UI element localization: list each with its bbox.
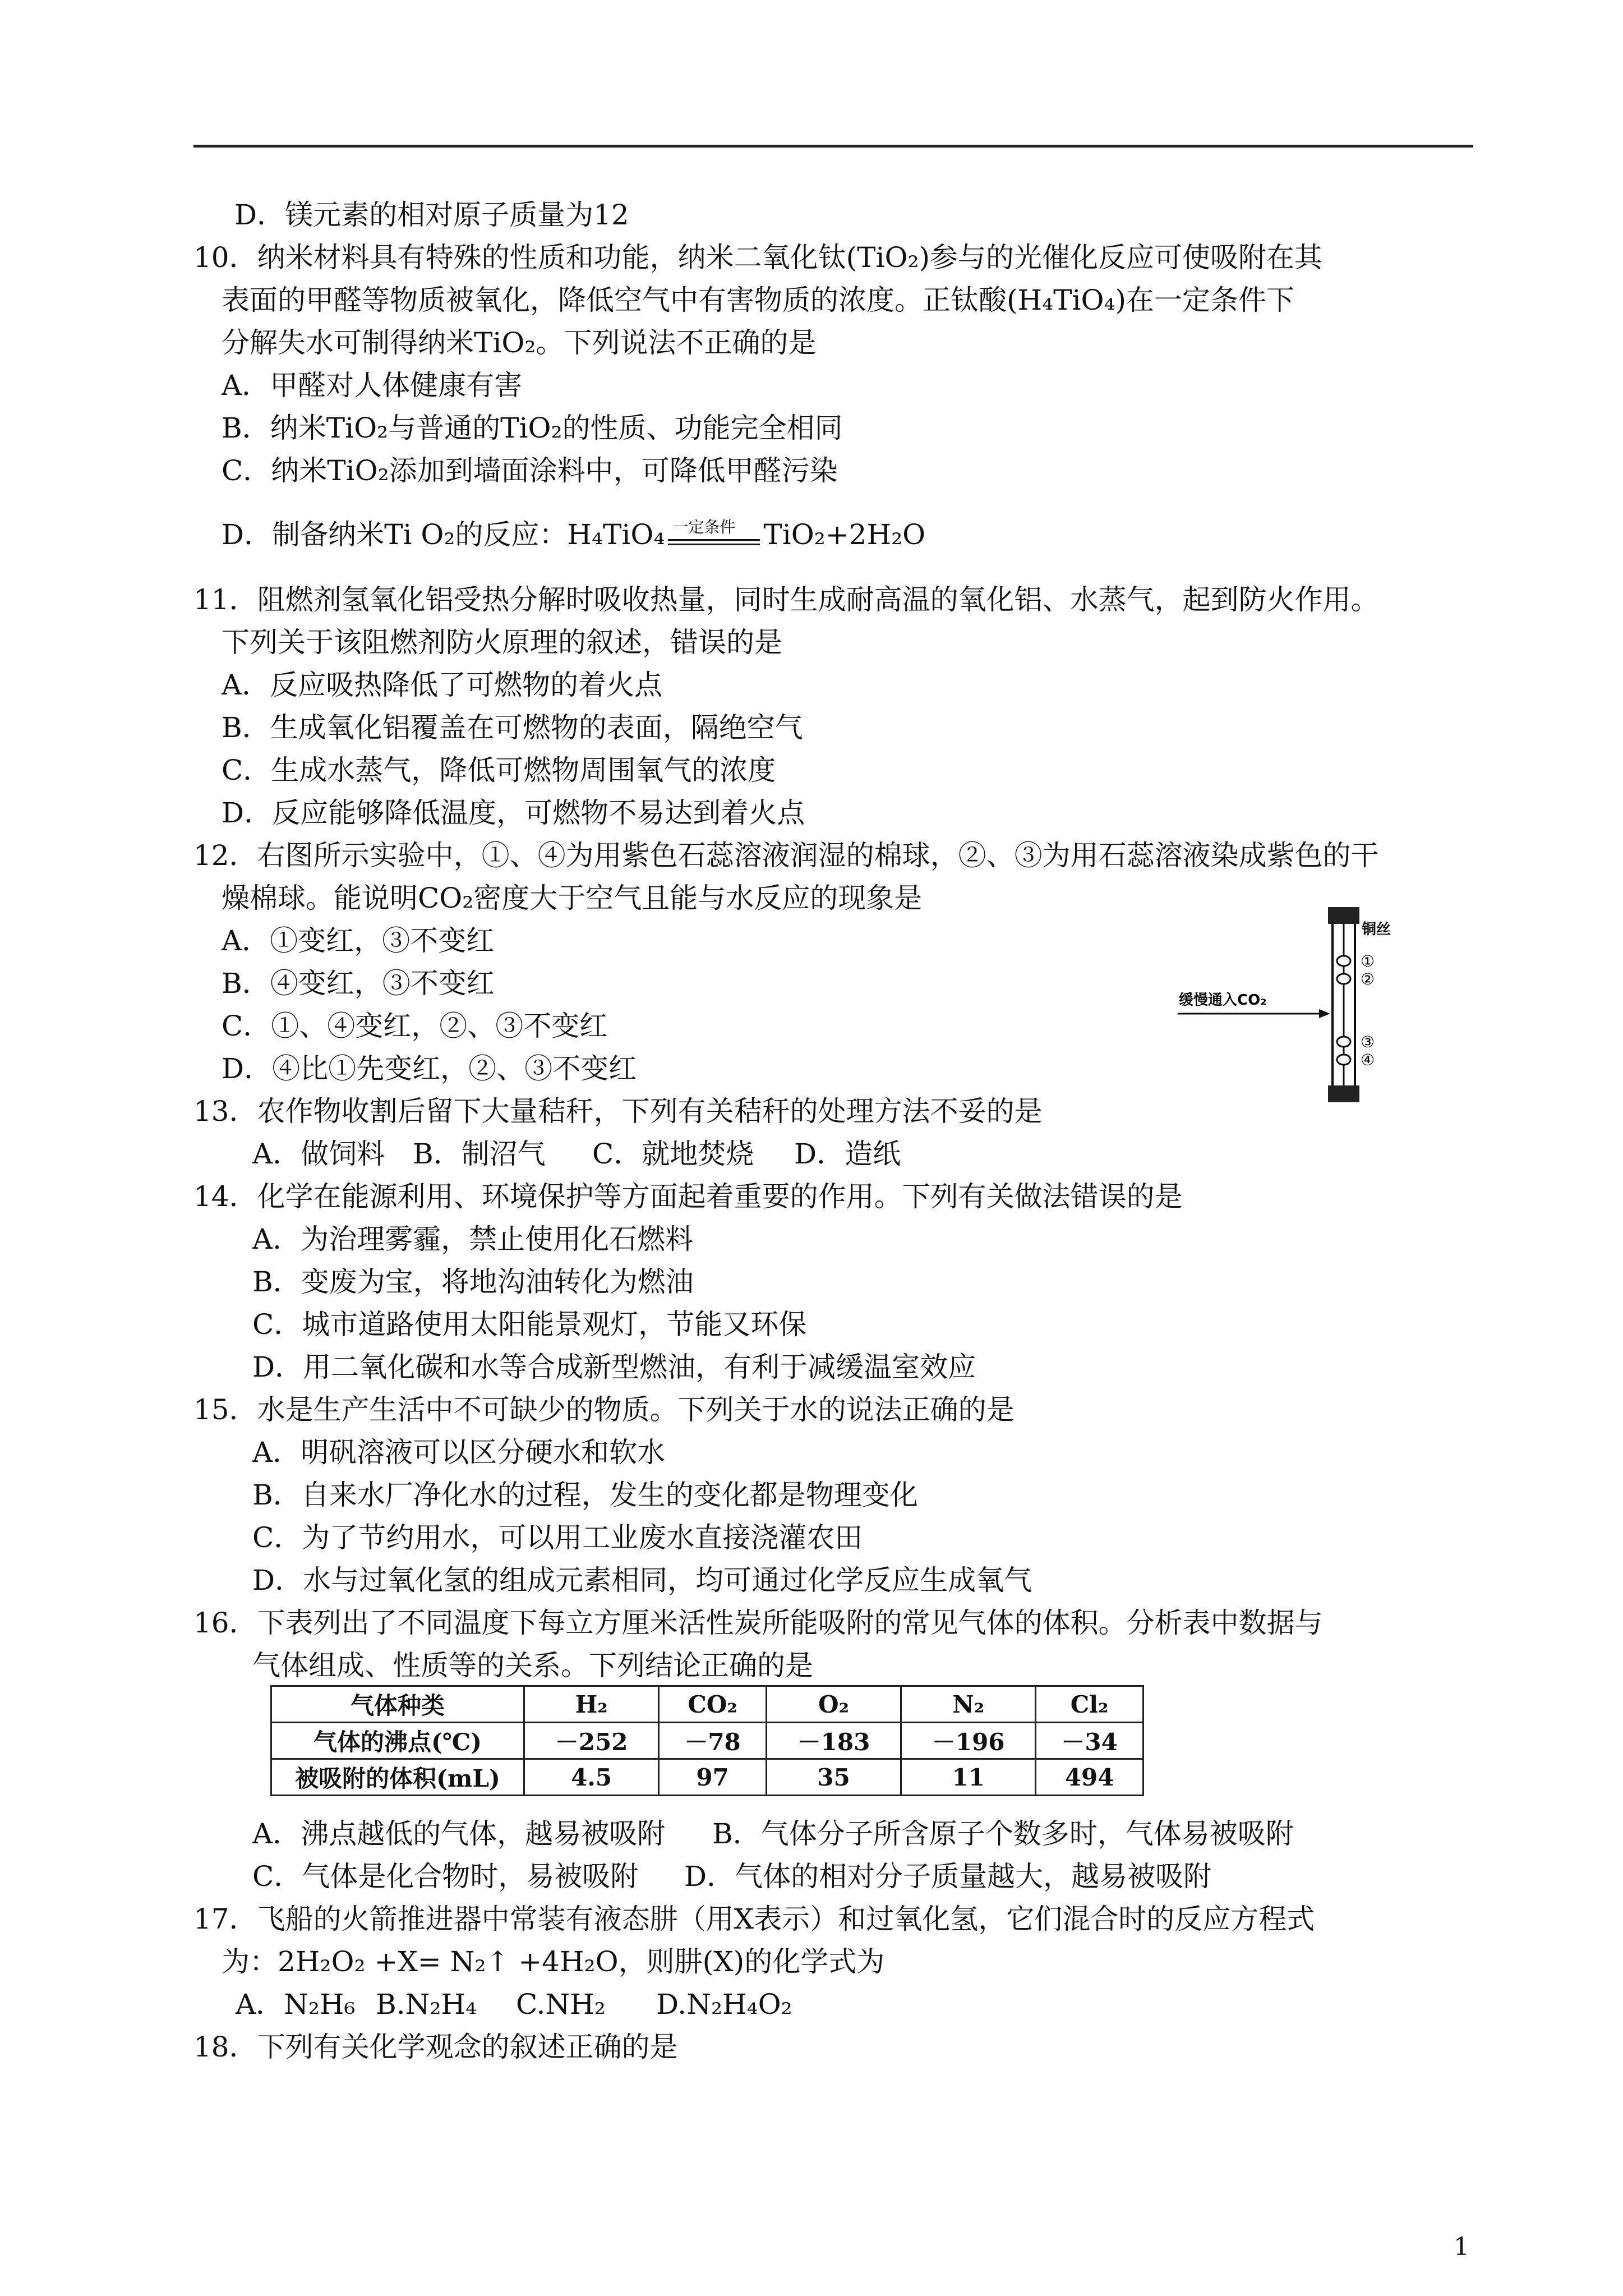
table-cell: －196 xyxy=(901,1723,1036,1759)
q11-stem-line-2: 下列关于该阻燃剂防火原理的叙述，错误的是 xyxy=(222,626,782,659)
q12-option-d: D．④比①先变红，②、③不变红 xyxy=(222,1052,637,1085)
marker-2: ② xyxy=(1361,970,1375,988)
table-header-cell: Cl₂ xyxy=(1036,1686,1144,1723)
q16-option-a: A．沸点越低的气体，越易被吸附 xyxy=(252,1818,666,1850)
table-header-cell: CO₂ xyxy=(659,1686,767,1723)
cotton-ball-3 xyxy=(1337,1037,1350,1047)
q18-stem: 18．下列有关化学观念的叙述正确的是 xyxy=(193,2031,678,2063)
q13-option-a: A．做饲料 xyxy=(252,1138,385,1170)
table-cell: 气体的沸点(℃) xyxy=(271,1723,524,1759)
q11-option-a: A．反应吸热降低了可燃物的着火点 xyxy=(222,669,663,701)
q12-option-a: A．①变红，③不变红 xyxy=(222,924,495,957)
q16-option-d: D．气体的相对分子质量越大，越易被吸附 xyxy=(684,1860,1212,1893)
q13-option-c: C．就地焚烧 xyxy=(592,1138,754,1170)
q15-stem: 15．水是生产生活中不可缺少的物质。下列关于水的说法正确的是 xyxy=(193,1393,1015,1426)
q14-option-a: A．为治理雾霾，禁止使用化石燃料 xyxy=(252,1223,694,1255)
q17-option-d: D.N₂H₄O₂ xyxy=(656,1988,792,2021)
table-row xyxy=(271,1759,1144,1796)
q11-option-b: B．生成氧化铝覆盖在可燃物的表面，隔绝空气 xyxy=(222,711,803,744)
q15-option-d: D．水与过氧化氢的组成元素相同，均可通过化学反应生成氧气 xyxy=(252,1564,1032,1596)
bottom-stopper xyxy=(1328,1085,1359,1102)
marker-3: ③ xyxy=(1361,1033,1375,1051)
q12-option-c: C．①、④变红，②、③不变红 xyxy=(222,1010,608,1042)
q10-stem-line-2: 表面的甲醛等物质被氧化，降低空气中有害物质的浓度。正钛酸(H₄TiO₄)在一定条件下 xyxy=(222,284,1295,316)
q14-stem: 14．化学在能源利用、环境保护等方面起着重要的作用。下列有关做法错误的是 xyxy=(193,1180,1183,1213)
q10-option-d: D．制备纳米Ti O₂的反应：H₄TiO₄ 一定条件 TiO₂+2H₂O xyxy=(222,516,925,554)
table-header-cell: O₂ xyxy=(766,1686,901,1723)
q15-option-c: C．为了节约用水，可以用工业废水直接浇灌农田 xyxy=(252,1521,863,1554)
q16-option-c: C．气体是化合物时，易被吸附 xyxy=(252,1860,639,1893)
gas-adsorption-table xyxy=(270,1685,1144,1796)
q10-stem-line-3: 分解失水可制得纳米TiO₂。下列说法不正确的是 xyxy=(222,326,817,359)
cotton-ball-2 xyxy=(1337,974,1350,984)
q13-stem: 13．农作物收割后留下大量秸秆，下列有关秸秆的处理方法不妥的是 xyxy=(193,1095,1043,1128)
q10-option-a: A．甲醛对人体健康有害 xyxy=(222,369,523,402)
q13-options xyxy=(252,1135,901,1172)
q11-option-c: C．生成水蒸气，降低可燃物周围氧气的浓度 xyxy=(222,754,776,786)
q17-option-a: A．N₂H₆ xyxy=(236,1988,356,2021)
q10-stem-line-1: 10．纳米材料具有特殊的性质和功能，纳米二氧化钛(TiO₂)参与的光催化反应可使吸附在其 xyxy=(193,241,1323,274)
cotton-ball-1 xyxy=(1337,956,1350,966)
header-rule xyxy=(193,145,1473,148)
q17-stem-line-1: 17．飞船的火箭推进器中常装有液态肼（用X表示）和过氧化氢，它们混合时的反应方程式 xyxy=(193,1903,1315,1935)
q16-stem-line-2: 气体组成、性质等的关系。下列结论正确的是 xyxy=(252,1649,813,1682)
reaction-condition-arrow: 一定条件 xyxy=(665,520,763,554)
q12-stem-line-2: 燥棉球。能说明CO₂密度大于空气且能与水反应的现象是 xyxy=(222,882,923,914)
q17-options xyxy=(236,1986,792,2023)
table-cell: 被吸附的体积(mL) xyxy=(271,1759,524,1796)
table-row xyxy=(271,1723,1144,1759)
table-cell: －34 xyxy=(1036,1723,1144,1759)
q12-option-b: B．④变红，③不变红 xyxy=(222,967,495,1000)
q9-option-d: D．镁元素的相对原子质量为12 xyxy=(234,199,629,231)
copper-wire-label: 铜丝 xyxy=(1362,921,1391,938)
q10-option-b: B．纳米TiO₂与普通的TiO₂的性质、功能完全相同 xyxy=(222,412,843,444)
q10-option-c: C．纳米TiO₂添加到墙面涂料中，可降低甲醛污染 xyxy=(222,454,838,487)
q17-stem-line-2: 为：2H₂O₂ +X= N₂↑ +4H₂O，则肼(X)的化学式为 xyxy=(222,1945,885,1978)
table-header-row xyxy=(271,1686,1144,1723)
q15-option-b: B．自来水厂净化水的过程，发生的变化都是物理变化 xyxy=(252,1479,918,1511)
q17-option-c: C.NH₂ xyxy=(516,1988,606,2021)
q13-option-b: B．制沼气 xyxy=(413,1138,546,1170)
cotton-ball-4 xyxy=(1337,1055,1350,1065)
table-cell: 11 xyxy=(901,1759,1036,1796)
table-header-cell: 气体种类 xyxy=(271,1686,524,1723)
table-header-cell: H₂ xyxy=(524,1686,659,1723)
table-cell: 4.5 xyxy=(524,1759,659,1796)
page-number: 1 xyxy=(1454,2233,1469,2261)
q14-option-b: B．变废为宝，将地沟油转化为燃油 xyxy=(252,1266,694,1298)
q13-option-d: D．造纸 xyxy=(794,1138,901,1170)
q16-options-row-1 xyxy=(252,1815,1294,1852)
co2-tube-diagram xyxy=(1172,895,1419,1119)
q14-option-d: D．用二氧化碳和水等合成新型燃油，有利于减缓温室效应 xyxy=(252,1351,976,1383)
top-stopper xyxy=(1328,907,1359,924)
table-cell: 97 xyxy=(659,1759,767,1796)
q11-option-d: D．反应能够降低温度，可燃物不易达到着火点 xyxy=(222,797,805,829)
q15-option-a: A．明矾溶液可以区分硬水和软水 xyxy=(252,1436,666,1469)
table-header-cell: N₂ xyxy=(901,1686,1036,1723)
table-cell: 494 xyxy=(1036,1759,1144,1796)
q16-options-row-2 xyxy=(252,1858,1211,1895)
q12-stem-line-1: 12．右图所示实验中，①、④为用紫色石蕊溶液润湿的棉球，②、③为用石蕊溶液染成紫色的干 xyxy=(193,839,1379,872)
q16-option-b: B．气体分子所含原子个数多时，气体易被吸附 xyxy=(712,1818,1294,1850)
table-cell: 35 xyxy=(766,1759,901,1796)
table-cell: －78 xyxy=(659,1723,767,1759)
table-cell: －252 xyxy=(524,1723,659,1759)
marker-4: ④ xyxy=(1361,1051,1375,1069)
q11-stem-line-1: 11．阻燃剂氢氧化铝受热分解时吸收热量，同时生成耐高温的氧化铝、水蒸气，起到防火作用。 xyxy=(193,583,1379,616)
q14-option-c: C．城市道路使用太阳能景观灯，节能又环保 xyxy=(252,1308,807,1341)
q16-stem-line-1: 16．下表列出了不同温度下每立方厘米活性炭所能吸附的常见气体的体积。分析表中数据与 xyxy=(193,1607,1323,1639)
table-cell: －183 xyxy=(766,1723,901,1759)
diagram-inlet-label: 缓慢通入CO₂ xyxy=(1179,992,1267,1009)
marker-1: ① xyxy=(1361,952,1375,970)
q17-option-b: B.N₂H₄ xyxy=(376,1988,477,2021)
